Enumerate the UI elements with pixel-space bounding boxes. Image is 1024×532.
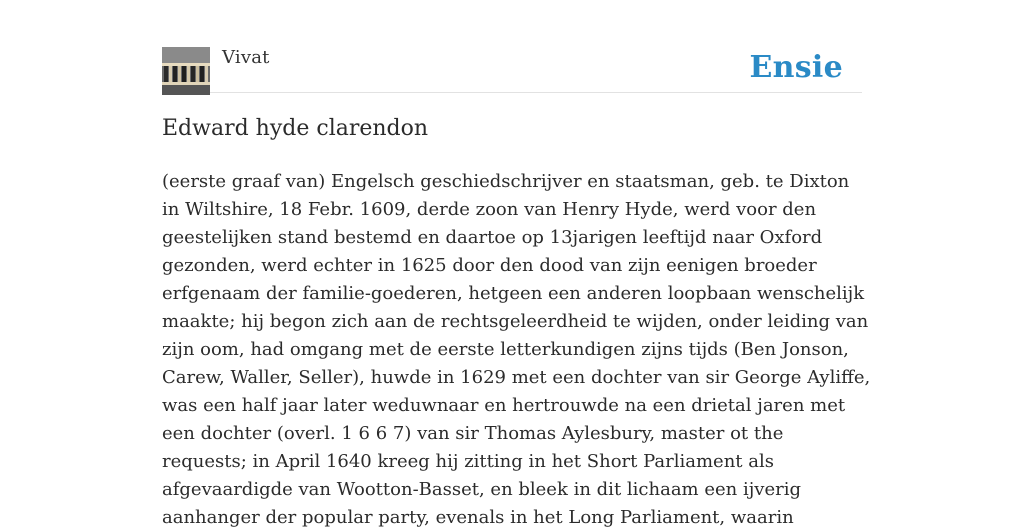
book-spines-avatar-icon	[162, 47, 210, 95]
article-title: Edward hyde clarendon	[162, 116, 429, 141]
source-name[interactable]: Vivat	[222, 47, 270, 68]
article-body: (eerste graaf van) Engelsch geschiedschrijver en staatsman, geb. te Dixton in Wiltshire, 18 Febr. 1609, derde zoon van Henry Hyde, werd voor den geestelijken stand bestemd en daartoe op 13jarigen leeftijd naar Oxford gezonden, werd echter in 1625 door den dood van zijn eenigen broeder erfgenaam der familie-goederen, hetgeen een anderen loopbaan wenschelijk maakte; hij begon zich aan de rechtsgeleerdheid te wijden, onder leiding van zijn oom, had omgang met de eerste letterkundigen zijns tijds (Ben Jonson, Carew, Waller, Seller), huwde in 1629 met een dochter van sir George Ayliffe, was een half jaar later weduwnaar en hertrouwde na een drietal jaren met een dochter (overl. 1 6 6 7) van sir Thomas Aylesbury, master ot the requests; in April 1640 kreeg hij zitting in het Short Parliament als afgevaardigde van Wootton-Basset, en bleek in dit lichaam een ijverig aanhanger der popular party, evenals in het Long Parliament, waarin	[162, 171, 871, 528]
page-header	[162, 46, 862, 93]
avatar[interactable]	[162, 47, 210, 95]
brand-logo[interactable]: Ensie	[749, 50, 843, 85]
